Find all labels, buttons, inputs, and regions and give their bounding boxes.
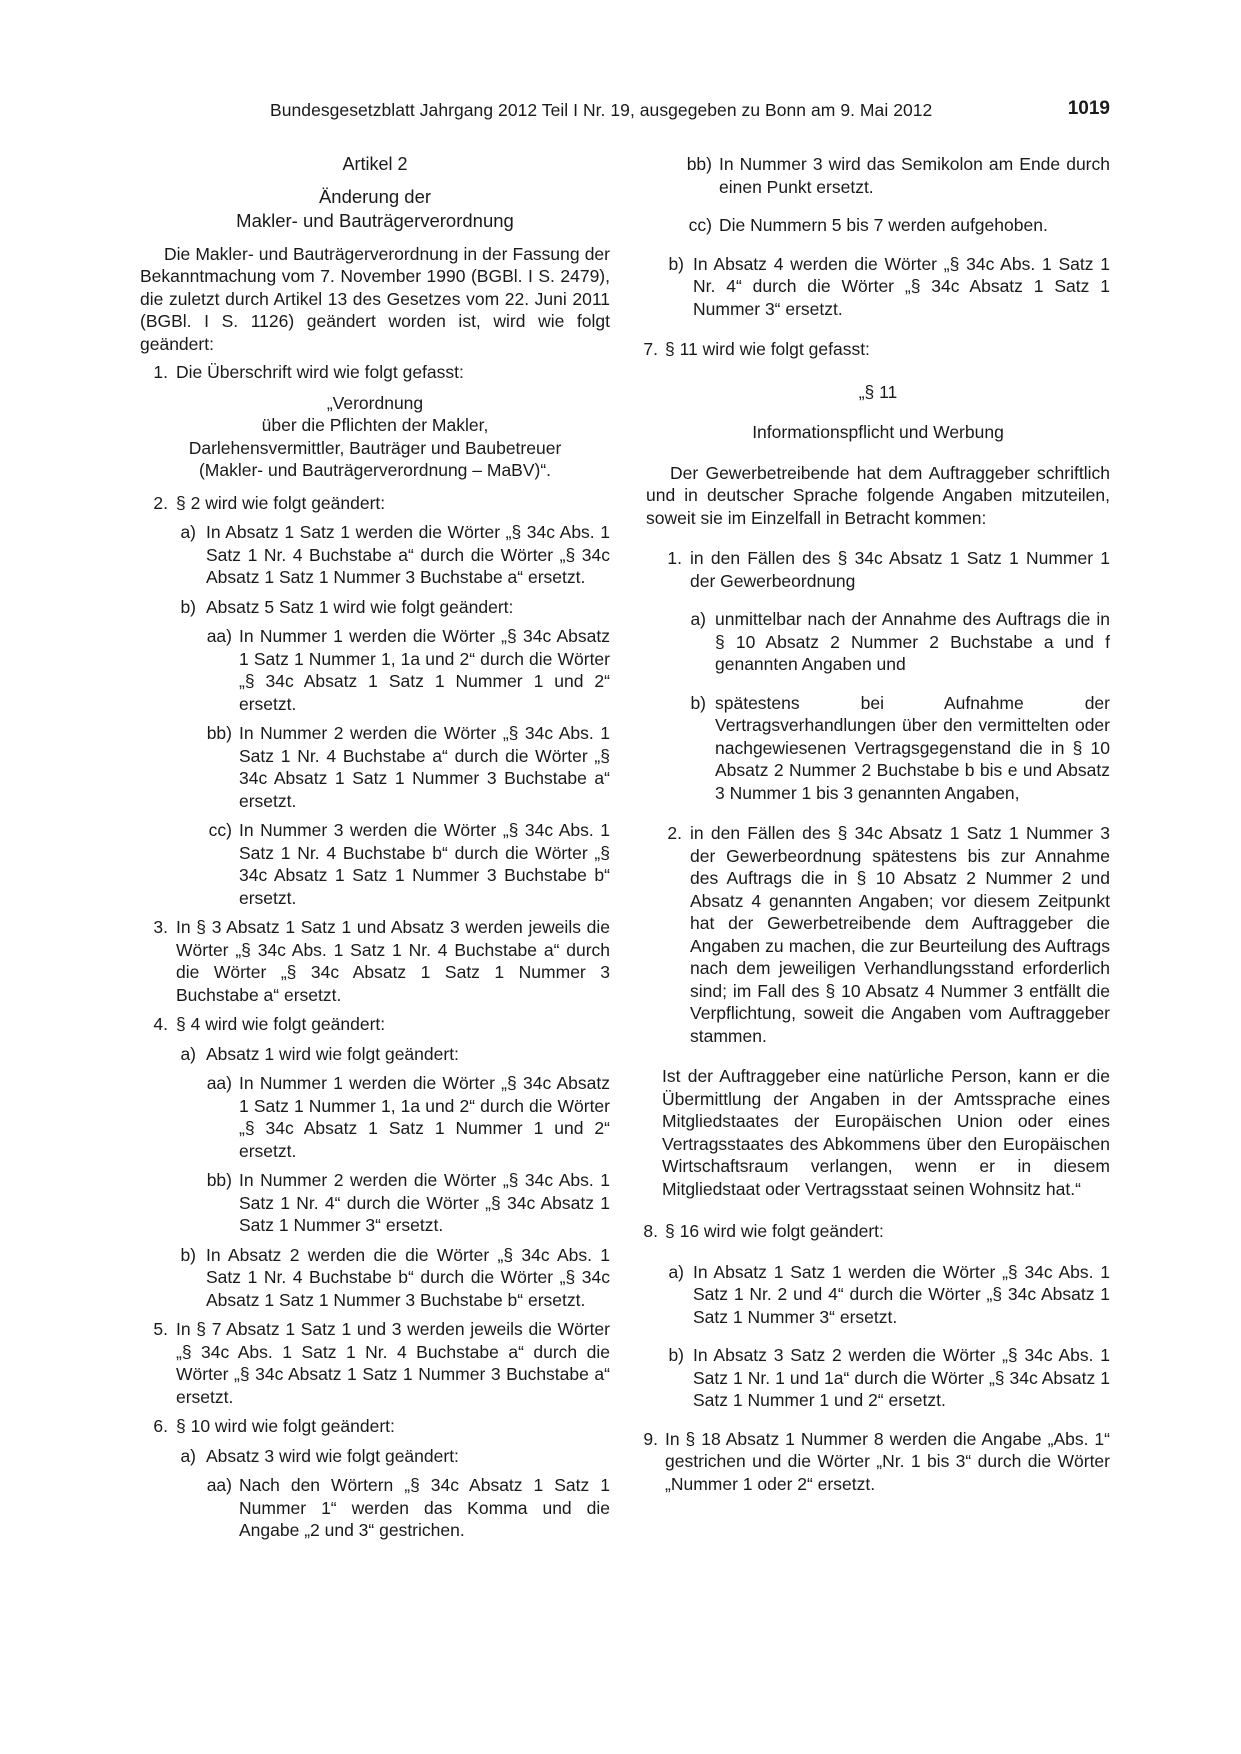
item-number: cc): [208, 820, 232, 840]
page-number: 1019: [1067, 98, 1110, 119]
article-heading-line2: Makler- und Bauträgerverordnung: [236, 209, 514, 231]
item-number: 9.: [643, 1428, 658, 1449]
list-item: [140, 1415, 610, 1438]
list-item: [664, 1261, 1110, 1329]
item-number: 1.: [667, 548, 682, 568]
item-text: § 4 wird wie folgt geändert:: [176, 1014, 386, 1034]
item-number: 2.: [667, 823, 682, 843]
item-text: § 11 wird wie folgt gefasst:: [665, 339, 870, 359]
item-number: b): [180, 1244, 196, 1265]
item-number: 4.: [153, 1014, 168, 1034]
item-text: In Nummer 2 werden die Wörter „§ 34c Abs. 1 Satz 1 Nr. 4“ durch die Wörter „§ 34c Absatz 1 Satz 1 Nummer 3“ ersetzt.: [239, 1170, 610, 1235]
item-number: bb): [206, 723, 232, 743]
item-number: a): [180, 1043, 196, 1064]
item-number: a): [668, 1261, 684, 1282]
item-text: § 2 wird wie folgt geändert:: [176, 492, 386, 513]
item-text: In Nummer 3 werden die Wörter „§ 34c Abs. 1 Satz 1 Nr. 4 Buchstabe b“ durch die Wörter „§ 34c Absatz 1 Satz 1 Nummer 3 Buchstabe b“ ersetzt.: [239, 820, 610, 908]
list-item: [140, 1318, 610, 1408]
item-number: b): [690, 692, 706, 713]
item-number: bb): [206, 1170, 232, 1190]
item-text: In § 18 Absatz 1 Nummer 8 werden die Angabe „Abs. 1“ gestrichen und die Wörter „Nr. 1 bis 3“ durch die Wörter „Nummer 1 oder 2“ ersetzt.: [665, 1428, 1110, 1494]
list-item: [206, 819, 610, 909]
item-number: 1.: [153, 362, 168, 382]
item-text: in den Fällen des § 34c Absatz 1 Satz 1 Nummer 1 der Gewerbeordnung: [690, 548, 1110, 591]
item-text: In Nummer 1 werden die Wörter „§ 34c Absatz 1 Satz 1 Nummer 1, 1a und 2“ durch die Wörter „§ 34c Absatz 1 Satz 1 Nummer 1 und 2“ ersetzt.: [239, 1073, 610, 1161]
item-number: b): [668, 253, 684, 274]
quoted-title-line: „Verordnung: [326, 392, 424, 413]
item-text: In Absatz 3 Satz 2 werden die Wörter „§ 34c Abs. 1 Satz 1 Nr. 1 und 1a“ durch die Wörter „§ 34c Absatz 1 Satz 1 Nummer 1 und 2“ ersetzt.: [693, 1345, 1110, 1410]
list-item: [176, 1043, 610, 1066]
item-number: cc): [688, 215, 712, 235]
item-number: a): [180, 1445, 196, 1466]
intro-paragraph: Die Makler- und Bauträgerverordnung in der Fassung der Bekanntmachung vom 7. November 1990 (BGBl. I S. 2479), die zuletzt durch Artikel 13 des Gesetzes vom 22. Juni 2011 (BGBl. I S. 1126) geändert worden ist, wird wie folgt geändert:: [140, 243, 610, 354]
item-text: In § 3 Absatz 1 Satz 1 und Absatz 3 werden jeweils die Wörter „§ 34c Abs. 1 Satz 1 Nr. 4 Buchstabe a“ durch die Wörter „§ 34c Absatz 1 Satz 1 Nummer 3 Buchstabe a“ ersetzt.: [176, 917, 610, 1005]
item-number: aa): [206, 1475, 232, 1495]
list-item: [206, 1474, 610, 1542]
list-item: [206, 625, 610, 715]
item-text: In Nummer 1 werden die Wörter „§ 34c Absatz 1 Satz 1 Nummer 1, 1a und 2“ durch die Wörter „§ 34c Absatz 1 Satz 1 Nummer 1 und 2“ ersetzt.: [239, 626, 610, 714]
list-item: [206, 1072, 610, 1162]
list-item: [662, 547, 1110, 592]
item-text: spätestens bei Aufnahme der Vertragsverhandlungen über den vermittelten oder nachgewiesenen Vertragsgegenstand die in § 10 Absatz 2 Nummer 2 Buchstabe b bis e und Absatz 3 Nummer 1 bis 3 genannten Angaben,: [715, 692, 1110, 803]
body-paragraph: Ist der Auftraggeber eine natürliche Person, kann er die Übermittlung der Angaben in der Amtssprache eines Mitgliedstaates der Europäischen Union oder eines Vertragsstaates des Abkommens über den Europäischen Wirtschaftsraum verlangen, wenn er in diesem Mitgliedstaat oder Vertragsstaat seinen Wohnsitz hat.“: [662, 1066, 1110, 1199]
list-item: [176, 596, 610, 619]
item-number: bb): [686, 154, 712, 174]
item-text: Absatz 1 wird wie folgt geändert:: [206, 1043, 459, 1064]
quoted-title-line: Darlehensvermittler, Bauträger und Baubetreuer: [188, 437, 562, 458]
list-item: [662, 822, 1110, 1047]
quoted-title: [140, 392, 610, 482]
page-header: [140, 100, 1110, 126]
item-text: Absatz 3 wird wie folgt geändert:: [206, 1445, 459, 1466]
list-item: [176, 521, 610, 589]
item-text: Die Überschrift wird wie folgt gefasst:: [176, 362, 464, 382]
list-item: [206, 722, 610, 812]
item-number: 2.: [153, 492, 168, 513]
list-item: [638, 338, 1110, 361]
list-item: [664, 253, 1110, 321]
article-heading-line1: Änderung der: [318, 185, 432, 207]
item-number: b): [180, 596, 196, 617]
list-item: [140, 1013, 610, 1036]
paragraph-title: Informationspflicht und Werbung: [752, 422, 1004, 442]
list-item: [140, 492, 610, 515]
paragraph-number: „§ 11: [858, 381, 898, 402]
item-text: Nach den Wörtern „§ 34c Absatz 1 Satz 1 Nummer 1“ werden das Komma und die Angabe „2 und 3“ gestrichen.: [239, 1475, 610, 1540]
item-text: Absatz 5 Satz 1 wird wie folgt geändert:: [206, 596, 514, 617]
item-text: In Absatz 2 werden die die Wörter „§ 34c Abs. 1 Satz 1 Nr. 4 Buchstabe b“ durch die Wörter „§ 34c Absatz 1 Satz 1 Nummer 3 Buchstabe b“ ersetzt.: [206, 1244, 610, 1310]
list-item: [176, 1445, 610, 1468]
item-text: In Absatz 4 werden die Wörter „§ 34c Abs. 1 Satz 1 Nr. 4“ durch die Wörter „§ 34c Absatz 1 Satz 1 Nummer 3“ ersetzt.: [693, 253, 1110, 319]
item-number: b): [668, 1345, 684, 1365]
quoted-title-line: über die Pflichten der Makler,: [261, 415, 489, 435]
quoted-title-line: (Makler- und Bauträgerverordnung – MaBV)“.: [198, 460, 552, 480]
header-title: Bundesgesetzblatt Jahrgang 2012 Teil I Nr. 19, ausgegeben zu Bonn am 9. Mai 2012: [270, 100, 933, 120]
item-text: In Absatz 1 Satz 1 werden die Wörter „§ 34c Abs. 1 Satz 1 Nr. 2 und 4“ durch die Wörter „§ 34c Absatz 1 Satz 1 Nummer 3“ ersetzt.: [693, 1261, 1110, 1327]
item-number: a): [180, 522, 196, 542]
item-number: 3.: [153, 917, 168, 937]
item-text: § 10 wird wie folgt geändert:: [176, 1416, 395, 1436]
item-number: 8.: [643, 1221, 658, 1241]
item-text: unmittelbar nach der Annahme des Auftrags die in § 10 Absatz 2 Nummer 2 Buchstabe a und f genannten Angaben und: [715, 609, 1110, 674]
item-text: In Nummer 2 werden die Wörter „§ 34c Abs. 1 Satz 1 Nr. 4 Buchstabe a“ durch die Wörter „§ 34c Absatz 1 Satz 1 Nummer 3 Buchstabe a“ ersetzt.: [239, 723, 610, 811]
list-item: [140, 361, 610, 384]
left-column: [140, 153, 610, 1549]
item-number: 5.: [153, 1319, 168, 1339]
list-item: [686, 214, 1110, 237]
list-item: [664, 1344, 1110, 1412]
item-number: aa): [206, 1073, 232, 1093]
item-text: In Nummer 3 wird das Semikolon am Ende durch einen Punkt ersetzt.: [719, 154, 1110, 197]
item-text: in den Fällen des § 34c Absatz 1 Satz 1 Nummer 3 der Gewerbeordnung spätestens bis zur Annahme des Auftrags die in § 10 Absatz 2 Nummer 2 und Absatz 4 genannten Angaben; vor diesem Zeitpunkt hat der Gewerbetreibende dem Auftraggeber die Angaben zu machen, die zur Beurteilung des Auftrags nach dem jeweiligen Verhandlungsstand erforderlich sind; im Fall des § 10 Absatz 4 Nummer 3 entfällt die Verpflichtung, soweit die Angaben vom Auftraggeber stammen.: [690, 823, 1110, 1046]
list-item: [686, 153, 1110, 198]
item-number: 7.: [643, 339, 658, 359]
list-item: [686, 608, 1110, 676]
item-text: Die Nummern 5 bis 7 werden aufgehoben.: [719, 215, 1048, 235]
article-title: Artikel 2: [342, 154, 408, 174]
body-paragraph: Der Gewerbetreibende hat dem Auftraggeber schriftlich und in deutscher Sprache folgende Angaben mitzuteilen, soweit sie im Einzelfall in Betracht kommen:: [646, 462, 1110, 528]
list-item: [638, 1220, 1110, 1243]
item-number: aa): [206, 626, 232, 646]
list-item: [206, 1169, 610, 1237]
item-number: a): [690, 609, 706, 629]
item-text: In § 7 Absatz 1 Satz 1 und 3 werden jeweils die Wörter „§ 34c Abs. 1 Satz 1 Nr. 4 Buchstabe a“ durch die Wörter „§ 34c Absatz 1 Satz 1 Nummer 3 Buchstabe a“ ersetzt.: [176, 1319, 610, 1407]
item-number: 6.: [153, 1416, 168, 1436]
list-item: [176, 1244, 610, 1312]
list-item: [686, 692, 1110, 805]
list-item: [638, 1428, 1110, 1496]
item-text: § 16 wird wie folgt geändert:: [665, 1221, 884, 1241]
article-heading: [140, 185, 610, 233]
item-text: In Absatz 1 Satz 1 werden die Wörter „§ 34c Abs. 1 Satz 1 Nr. 4 Buchstabe a“ durch die Wörter „§ 34c Absatz 1 Satz 1 Nummer 3 Buchstabe a“ ersetzt.: [206, 522, 610, 587]
list-item: [140, 916, 610, 1006]
right-column: [643, 153, 1110, 1502]
